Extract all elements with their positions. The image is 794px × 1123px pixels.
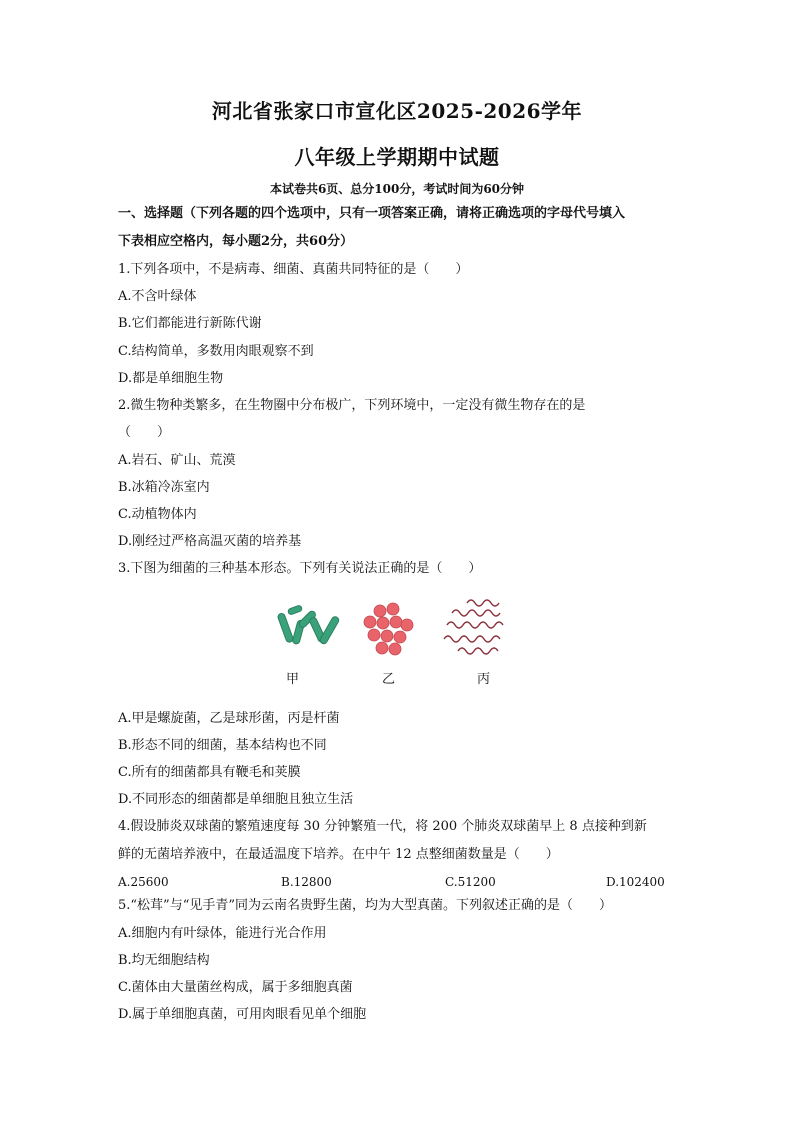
coccus-bacteria-illustration bbox=[364, 603, 413, 655]
question-5-option-a: A.细胞内有叶绿体，能进行光合作用 bbox=[118, 926, 327, 941]
question-3-stem: 3.下图为细菌的三种基本形态。下列有关说法正确的是（ ） bbox=[118, 561, 482, 576]
question-3-option-d: D.不同形态的细菌都是单细胞且独立生活 bbox=[118, 792, 354, 807]
question-4-stem: 4.假设肺炎双球菌的繁殖速度每 30 分钟繁殖一代，将 200 个肺炎双球菌早上 8 点接种到新 bbox=[118, 819, 647, 834]
question-4-option-c: C.51200 bbox=[445, 875, 496, 889]
question-3-option-b: B.形态不同的细菌，基本结构也不同 bbox=[118, 738, 327, 753]
question-2-option-b: B.冰箱冷冻室内 bbox=[118, 480, 210, 495]
question-2-option-c: C.动植物体内 bbox=[118, 507, 197, 522]
question-5-option-b: B.均无细胞结构 bbox=[118, 953, 210, 968]
question-4-option-b: B.12800 bbox=[281, 875, 332, 889]
exam-title-line2: 八年级上学期期中试题 bbox=[294, 145, 500, 169]
question-4-option-d: D.102400 bbox=[606, 875, 665, 889]
question-2-stem: 2.微生物种类繁多，在生物圈中分布极广，下列环境中，一定没有微生物存在的是 bbox=[118, 398, 586, 413]
question-5-stem: 5.“松茸”与“见手青”同为云南名贵野生菌，均为大型真菌。下列叙述正确的是（ ） bbox=[118, 898, 612, 913]
question-4-option-a: A.25600 bbox=[118, 875, 169, 889]
question-4-stem-cont: 鲜的无菌培养液中，在最适温度下培养。在中午 12 点整细菌数量是（ ） bbox=[118, 847, 559, 862]
figure-label-yi: 乙 bbox=[382, 672, 396, 687]
question-1-option-b: B.它们都能进行新陈代谢 bbox=[118, 316, 262, 331]
question-1-option-c: C.结构简单，多数用肉眼观察不到 bbox=[118, 344, 314, 359]
question-1-option-a: A.不含叶绿体 bbox=[118, 289, 197, 304]
exam-instructions: 本试卷共6页、总分100分，考试时间为60分钟 bbox=[269, 182, 525, 196]
exam-title-line1: 河北省张家口市宣化区2025-2026学年 bbox=[211, 99, 583, 123]
question-1-stem: 1.下列各项中，不是病毒、细菌、真菌共同特征的是（ ） bbox=[118, 262, 469, 277]
question-3-option-a: A.甲是螺旋菌，乙是球形菌，丙是杆菌 bbox=[118, 711, 340, 726]
figure-label-bing: 丙 bbox=[477, 672, 491, 687]
question-3-option-c: C.所有的细菌都具有鞭毛和荚膜 bbox=[118, 765, 301, 780]
section-heading-line2: 下表相应空格内，每小题2分，共60分） bbox=[118, 234, 354, 249]
question-1-option-d: D.都是单细胞生物 bbox=[118, 371, 224, 386]
question-5-option-c: C.菌体由大量菌丝构成，属于多细胞真菌 bbox=[118, 980, 353, 995]
spiral-bacteria-illustration bbox=[444, 600, 503, 654]
figure-label-jia: 甲 bbox=[286, 672, 300, 687]
section-heading-line1: 一、选择题（下列各题的四个选项中，只有一项答案正确，请将正确选项的字母代号填入 bbox=[118, 206, 626, 221]
question-5-option-d: D.属于单细胞真菌，可用肉眼看见单个细胞 bbox=[118, 1007, 367, 1022]
question-2-option-d: D.刚经过严格高温灭菌的培养基 bbox=[118, 534, 302, 549]
question-2-stem-cont: （ ） bbox=[118, 425, 171, 440]
question-2-option-a: A.岩石、矿山、荒漠 bbox=[118, 453, 236, 468]
rod-bacteria-illustration bbox=[277, 605, 340, 645]
